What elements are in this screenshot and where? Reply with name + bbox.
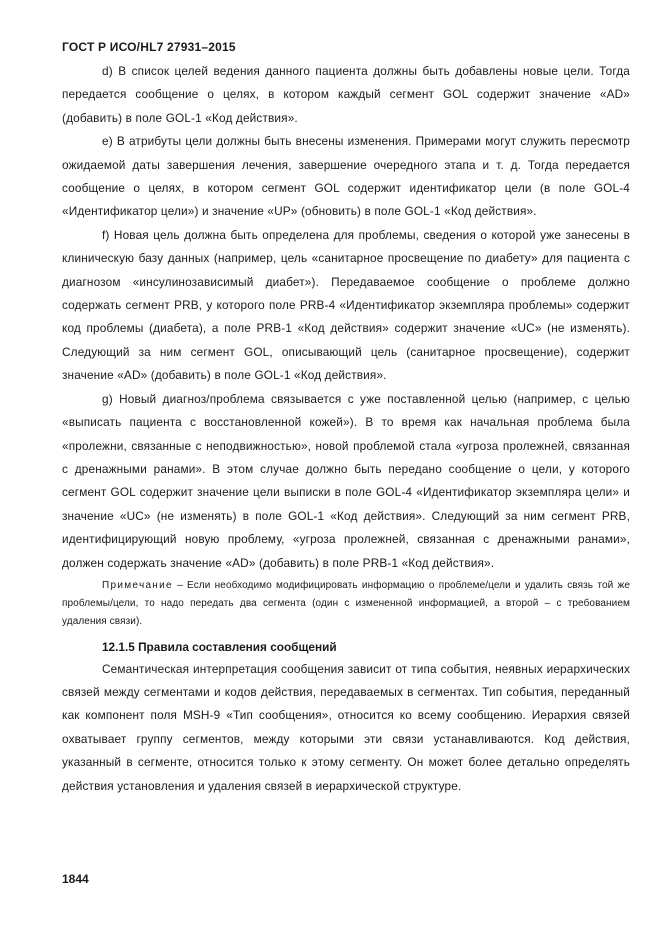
paragraph-f: f) Новая цель должна быть определена для проблемы, сведения о которой уже занесены в клиническую базу данных (например, цель «санитарное просвещение по диабету» для пациента с диагнозом «инсулинозависимый диабет»). Передаваемое сообщение о проблеме должно содержать сегмент PRB, у которого поле PRB-4 «Идентификатор экземпляра проблемы» содержит код проблемы (диабета), а поле PRB-1 «Код действия» содержит значение «UC» (не изменять). Следующий за ним сегмент GOL, описывающий цель (санитарное просвещение), содержит значение «AD» (добавить) в поле GOL-1 «Код действия».	[62, 227, 630, 383]
section-title: 12.1.5 Правила составления сообщений	[102, 639, 337, 654]
note	[62, 577, 630, 632]
document-body	[62, 60, 630, 798]
section-paragraph: Семантическая интерпретация сообщения зависит от типа события, неявных иерархических связей между сегментами и кодов действия, передаваемых в сегментах. Тип события, переданный как компонент поля MSH-9 «Тип сообщения», относится ко всему сообщению. Иерархия связей охватывает группу сегментов, между которыми эти связи устанавливаются. Код действия, указанный в сегменте, относится только к этому сегменту. Он может более детально определять действия установления и удаления связей в иерархической структуре.	[62, 661, 630, 793]
document-header: ГОСТ Р ИСО/HL7 27931–2015	[62, 40, 236, 54]
paragraph-g: g) Новый диагноз/проблема связывается с уже поставленной целью (например, с целью «выписать пациента с восстановленной кожей»). В то время как начальная проблема была «пролежни, связанные с неподвижностью», новой проблемой стала «угроза пролежней, связанная с дренажными ранами». В этом случае должно быть передано сообщение о цели, у которого сегмент GOL содержит значение цели выписки в поле GOL-4 «Идентификатор экземпляра цели» и значение «UC» (не изменять) в поле GOL-1 «Код действия». Следующий за ним сегмент PRB, идентифицирующий новую проблему, «угроза пролежней, связанная с дренажными ранами», должен содержать значение «AD» (добавить) в поле PRB-1 «Код действия».	[62, 391, 630, 570]
note-text: – Если необходимо модифицировать информацию о проблеме/цели и удалить связь той же проблемы/цели, то надо передать два сегмента (один с измененной информацией, а второй – с требованием удаления связи).	[62, 579, 630, 628]
note-label: Примечание	[102, 579, 173, 591]
paragraph-d: d) В список целей ведения данного пациента должны быть добавлены новые цели. Тогда передается сообщение о целях, в котором каждый сегмент GOL содержит значение «AD» (добавить) в поле GOL-1 «Код действия».	[62, 64, 630, 125]
page-number: 1844	[62, 872, 89, 886]
paragraph-e: e) В атрибуты цели должны быть внесены изменения. Примерами могут служить пересмотр ожидаемой даты завершения лечения, завершение очередного этапа и т. д. Тогда передается сообщение о целях, в котором сегмент GOL содержит идентификатор цели (в поле GOL-4 «Идентификатор цели») и значение «UP» (обновить) в поле GOL-1 «Код действия».	[62, 134, 630, 219]
